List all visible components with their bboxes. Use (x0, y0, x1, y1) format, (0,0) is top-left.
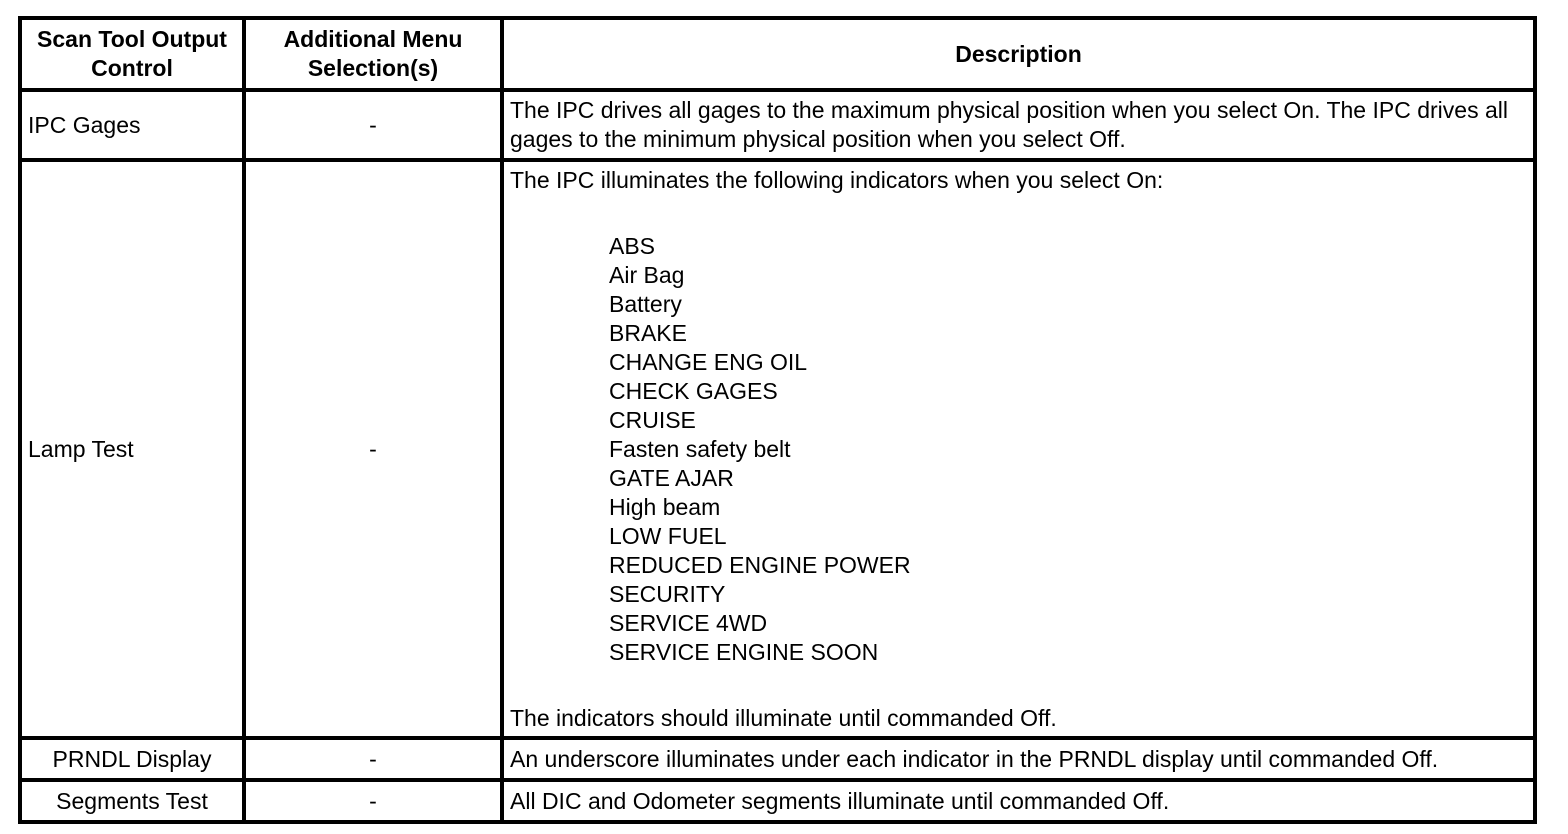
header-description: Description (502, 18, 1535, 90)
indicator-item: CHANGE ENG OIL (609, 348, 808, 375)
indicator-item: SERVICE ENGINE SOON (609, 638, 879, 665)
cell-description-lamp-test (502, 160, 1535, 738)
indicator-item: Battery (609, 290, 682, 317)
cell-description-ipc-gages: The IPC drives all gages to the maximum physical position when you select On. The IPC drives all gages to the minimum physical position when you select Off. (502, 90, 1535, 160)
cell-control-ipc-gages: IPC Gages (20, 90, 244, 160)
header-col1-line1: Scan Tool Output (37, 26, 227, 52)
cell-menu-ipc-gages: - (244, 90, 502, 160)
indicator-item: High beam (609, 493, 721, 520)
header-col2-line2: Selection(s) (307, 55, 439, 81)
cell-description-segments-test: All DIC and Odometer segments illuminate until commanded Off. (502, 780, 1535, 822)
cell-control-prndl-display: PRNDL Display (20, 738, 244, 780)
indicator-item: Air Bag (609, 261, 685, 288)
indicator-item: CRUISE (609, 406, 696, 433)
indicator-item: GATE AJAR (609, 464, 734, 491)
cell-control-lamp-test: Lamp Test (20, 160, 244, 738)
indicator-item: Fasten safety belt (609, 435, 791, 462)
header-scan-tool-output-control (20, 18, 244, 90)
output-control-table (18, 16, 1537, 824)
indicator-item: SECURITY (609, 580, 726, 607)
indicator-item: BRAKE (609, 319, 687, 346)
header-col1-line2: Control (91, 55, 173, 81)
indicator-item: REDUCED ENGINE POWER (609, 551, 911, 578)
table-row-segments-test (20, 780, 1535, 822)
indicator-item: ABS (609, 232, 656, 259)
lamp-test-outro: The indicators should illuminate until commanded Off. (510, 704, 1057, 731)
header-additional-menu-selections (244, 18, 502, 90)
table-row-lamp-test (20, 160, 1535, 738)
indicator-list (510, 232, 1527, 667)
cell-control-segments-test: Segments Test (20, 780, 244, 822)
cell-description-prndl-display: An underscore illuminates under each indicator in the PRNDL display until commanded Off. (502, 738, 1535, 780)
indicator-item: LOW FUEL (609, 522, 727, 549)
lamp-test-intro: The IPC illuminates the following indicators when you select On: (510, 166, 1164, 193)
cell-menu-prndl-display: - (244, 738, 502, 780)
indicator-item: CHECK GAGES (609, 377, 778, 404)
table-header-row (20, 18, 1535, 90)
cell-menu-lamp-test: - (244, 160, 502, 738)
header-col2-line1: Additional Menu (283, 26, 463, 52)
indicator-item: SERVICE 4WD (609, 609, 768, 636)
table-row-ipc-gages (20, 90, 1535, 160)
table-row-prndl-display (20, 738, 1535, 780)
cell-menu-segments-test: - (244, 780, 502, 822)
